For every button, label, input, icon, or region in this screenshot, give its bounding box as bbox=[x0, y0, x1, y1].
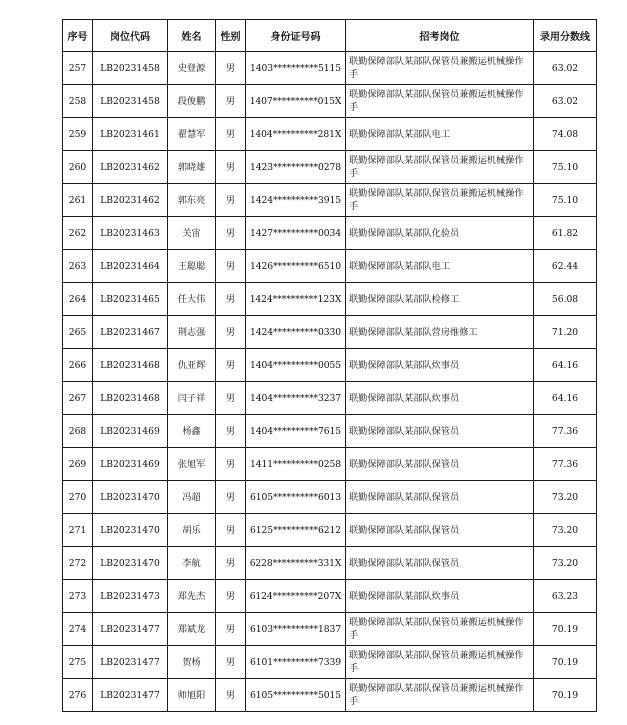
name-cell: 郑斌龙 bbox=[168, 613, 216, 646]
col-header-code: 岗位代码 bbox=[93, 20, 168, 52]
table-row bbox=[63, 151, 597, 184]
position-code-cell: LB20231458 bbox=[93, 52, 168, 85]
post-cell: 联勤保障部队某部队保管员兼搬运机械操作手 bbox=[346, 151, 534, 184]
name-cell: 翟慧军 bbox=[168, 118, 216, 151]
post-cell: 联勤保障部队某部队化验员 bbox=[346, 217, 534, 250]
sex-cell: 男 bbox=[216, 382, 246, 415]
position-code-cell: LB20231465 bbox=[93, 283, 168, 316]
id-number-cell: 1427**********0034 bbox=[246, 217, 346, 250]
table-body bbox=[63, 52, 597, 712]
post-cell: 联勤保障部队某部队炊事员 bbox=[346, 580, 534, 613]
position-code-cell: LB20231477 bbox=[93, 679, 168, 712]
name-cell: 冯超 bbox=[168, 481, 216, 514]
results-table bbox=[62, 19, 597, 712]
id-number-cell: 1423**********0278 bbox=[246, 151, 346, 184]
post-cell: 联勤保障部队某部队保管员 bbox=[346, 481, 534, 514]
score-cell: 62.44 bbox=[534, 250, 597, 283]
table-row bbox=[63, 613, 597, 646]
seq-cell: 267 bbox=[63, 382, 93, 415]
col-header-post: 招考岗位 bbox=[346, 20, 534, 52]
seq-cell: 270 bbox=[63, 481, 93, 514]
name-cell: 李航 bbox=[168, 547, 216, 580]
sex-cell: 男 bbox=[216, 547, 246, 580]
name-cell: 张旭军 bbox=[168, 448, 216, 481]
post-cell: 联勤保障部队某部队保管员兼搬运机械操作手 bbox=[346, 679, 534, 712]
col-header-name: 姓名 bbox=[168, 20, 216, 52]
post-cell: 联勤保障部队某部队保管员兼搬运机械操作手 bbox=[346, 184, 534, 217]
table-row bbox=[63, 349, 597, 382]
name-cell: 胡乐 bbox=[168, 514, 216, 547]
name-cell: 荆志强 bbox=[168, 316, 216, 349]
name-cell: 郑先杰 bbox=[168, 580, 216, 613]
table-row bbox=[63, 415, 597, 448]
sex-cell: 男 bbox=[216, 613, 246, 646]
sex-cell: 男 bbox=[216, 250, 246, 283]
id-number-cell: 1404**********7615 bbox=[246, 415, 346, 448]
score-cell: 64.16 bbox=[534, 349, 597, 382]
sex-cell: 男 bbox=[216, 448, 246, 481]
sex-cell: 男 bbox=[216, 349, 246, 382]
seq-cell: 275 bbox=[63, 646, 93, 679]
table-row bbox=[63, 514, 597, 547]
id-number-cell: 1426**********6510 bbox=[246, 250, 346, 283]
seq-cell: 265 bbox=[63, 316, 93, 349]
table-row bbox=[63, 184, 597, 217]
score-cell: 70.19 bbox=[534, 646, 597, 679]
score-cell: 74.08 bbox=[534, 118, 597, 151]
score-cell: 73.20 bbox=[534, 481, 597, 514]
position-code-cell: LB20231477 bbox=[93, 613, 168, 646]
score-cell: 71.20 bbox=[534, 316, 597, 349]
score-cell: 64.16 bbox=[534, 382, 597, 415]
position-code-cell: LB20231468 bbox=[93, 349, 168, 382]
col-header-id: 身份证号码 bbox=[246, 20, 346, 52]
id-number-cell: 6103**********1837 bbox=[246, 613, 346, 646]
seq-cell: 259 bbox=[63, 118, 93, 151]
id-number-cell: 1424**********0330 bbox=[246, 316, 346, 349]
table-row bbox=[63, 679, 597, 712]
position-code-cell: LB20231463 bbox=[93, 217, 168, 250]
position-code-cell: LB20231470 bbox=[93, 514, 168, 547]
sex-cell: 男 bbox=[216, 283, 246, 316]
id-number-cell: 1404**********0055 bbox=[246, 349, 346, 382]
score-cell: 73.20 bbox=[534, 547, 597, 580]
post-cell: 联勤保障部队某部队检修工 bbox=[346, 283, 534, 316]
sex-cell: 男 bbox=[216, 184, 246, 217]
table-row bbox=[63, 547, 597, 580]
name-cell: 史登源 bbox=[168, 52, 216, 85]
table-row bbox=[63, 382, 597, 415]
seq-cell: 266 bbox=[63, 349, 93, 382]
post-cell: 联勤保障部队某部队保管员 bbox=[346, 514, 534, 547]
position-code-cell: LB20231469 bbox=[93, 415, 168, 448]
name-cell: 闫子祥 bbox=[168, 382, 216, 415]
id-number-cell: 6124**********207X bbox=[246, 580, 346, 613]
post-cell: 联勤保障部队某部队营房维修工 bbox=[346, 316, 534, 349]
score-cell: 63.02 bbox=[534, 85, 597, 118]
position-code-cell: LB20231462 bbox=[93, 151, 168, 184]
id-number-cell: 6105**********6013 bbox=[246, 481, 346, 514]
id-number-cell: 1404**********3237 bbox=[246, 382, 346, 415]
seq-cell: 262 bbox=[63, 217, 93, 250]
seq-cell: 268 bbox=[63, 415, 93, 448]
sex-cell: 男 bbox=[216, 118, 246, 151]
seq-cell: 264 bbox=[63, 283, 93, 316]
col-header-score: 录用分数线 bbox=[534, 20, 597, 52]
seq-cell: 271 bbox=[63, 514, 93, 547]
id-number-cell: 6105**********5015 bbox=[246, 679, 346, 712]
sex-cell: 男 bbox=[216, 85, 246, 118]
sex-cell: 男 bbox=[216, 151, 246, 184]
position-code-cell: LB20231462 bbox=[93, 184, 168, 217]
name-cell: 仇亚辉 bbox=[168, 349, 216, 382]
score-cell: 56.08 bbox=[534, 283, 597, 316]
position-code-cell: LB20231477 bbox=[93, 646, 168, 679]
position-code-cell: LB20231469 bbox=[93, 448, 168, 481]
sex-cell: 男 bbox=[216, 646, 246, 679]
sex-cell: 男 bbox=[216, 514, 246, 547]
position-code-cell: LB20231470 bbox=[93, 481, 168, 514]
score-cell: 63.02 bbox=[534, 52, 597, 85]
name-cell: 任大伟 bbox=[168, 283, 216, 316]
col-header-sex: 性别 bbox=[216, 20, 246, 52]
seq-cell: 257 bbox=[63, 52, 93, 85]
post-cell: 联勤保障部队某部队炊事员 bbox=[346, 349, 534, 382]
table-row bbox=[63, 481, 597, 514]
position-code-cell: LB20231458 bbox=[93, 85, 168, 118]
post-cell: 联勤保障部队某部队保管员兼搬运机械操作手 bbox=[346, 52, 534, 85]
table-row bbox=[63, 85, 597, 118]
post-cell: 联勤保障部队某部队保管员 bbox=[346, 547, 534, 580]
score-cell: 77.36 bbox=[534, 448, 597, 481]
table-row bbox=[63, 448, 597, 481]
name-cell: 杨鑫 bbox=[168, 415, 216, 448]
seq-cell: 261 bbox=[63, 184, 93, 217]
id-number-cell: 1424**********3915 bbox=[246, 184, 346, 217]
sex-cell: 男 bbox=[216, 52, 246, 85]
score-cell: 70.19 bbox=[534, 613, 597, 646]
score-cell: 70.19 bbox=[534, 679, 597, 712]
seq-cell: 276 bbox=[63, 679, 93, 712]
post-cell: 联勤保障部队某部队保管员兼搬运机械操作手 bbox=[346, 646, 534, 679]
score-cell: 75.10 bbox=[534, 184, 597, 217]
seq-cell: 274 bbox=[63, 613, 93, 646]
seq-cell: 273 bbox=[63, 580, 93, 613]
table-row bbox=[63, 250, 597, 283]
score-cell: 63.23 bbox=[534, 580, 597, 613]
score-cell: 75.10 bbox=[534, 151, 597, 184]
name-cell: 郭东亮 bbox=[168, 184, 216, 217]
sex-cell: 男 bbox=[216, 415, 246, 448]
table-row bbox=[63, 646, 597, 679]
score-cell: 73.20 bbox=[534, 514, 597, 547]
name-cell: 关宙 bbox=[168, 217, 216, 250]
table-row bbox=[63, 52, 597, 85]
score-cell: 61.82 bbox=[534, 217, 597, 250]
id-number-cell: 1403**********5115 bbox=[246, 52, 346, 85]
id-number-cell: 1411**********0258 bbox=[246, 448, 346, 481]
id-number-cell: 6125**********6212 bbox=[246, 514, 346, 547]
sex-cell: 男 bbox=[216, 217, 246, 250]
post-cell: 联勤保障部队某部队电工 bbox=[346, 118, 534, 151]
seq-cell: 269 bbox=[63, 448, 93, 481]
table-row bbox=[63, 580, 597, 613]
name-cell: 贺杨 bbox=[168, 646, 216, 679]
sex-cell: 男 bbox=[216, 316, 246, 349]
header-row bbox=[63, 20, 597, 52]
sex-cell: 男 bbox=[216, 679, 246, 712]
table-row bbox=[63, 316, 597, 349]
position-code-cell: LB20231473 bbox=[93, 580, 168, 613]
sex-cell: 男 bbox=[216, 481, 246, 514]
post-cell: 联勤保障部队某部队炊事员 bbox=[346, 382, 534, 415]
seq-cell: 272 bbox=[63, 547, 93, 580]
id-number-cell: 1424**********123X bbox=[246, 283, 346, 316]
id-number-cell: 6228**********331X bbox=[246, 547, 346, 580]
table-row bbox=[63, 217, 597, 250]
post-cell: 联勤保障部队某部队保管员兼搬运机械操作手 bbox=[346, 85, 534, 118]
id-number-cell: 6101**********7339 bbox=[246, 646, 346, 679]
name-cell: 师旭阳 bbox=[168, 679, 216, 712]
name-cell: 段俊鹏 bbox=[168, 85, 216, 118]
seq-cell: 258 bbox=[63, 85, 93, 118]
score-cell: 77.36 bbox=[534, 415, 597, 448]
id-number-cell: 1404**********281X bbox=[246, 118, 346, 151]
table-row bbox=[63, 283, 597, 316]
post-cell: 联勤保障部队某部队保管员 bbox=[346, 448, 534, 481]
name-cell: 王聪聪 bbox=[168, 250, 216, 283]
post-cell: 联勤保障部队某部队保管员兼搬运机械操作手 bbox=[346, 613, 534, 646]
sex-cell: 男 bbox=[216, 580, 246, 613]
table-row bbox=[63, 118, 597, 151]
position-code-cell: LB20231461 bbox=[93, 118, 168, 151]
name-cell: 郭晓雄 bbox=[168, 151, 216, 184]
position-code-cell: LB20231467 bbox=[93, 316, 168, 349]
seq-cell: 260 bbox=[63, 151, 93, 184]
position-code-cell: LB20231464 bbox=[93, 250, 168, 283]
post-cell: 联勤保障部队某部队电工 bbox=[346, 250, 534, 283]
position-code-cell: LB20231468 bbox=[93, 382, 168, 415]
seq-cell: 263 bbox=[63, 250, 93, 283]
position-code-cell: LB20231470 bbox=[93, 547, 168, 580]
id-number-cell: 1407**********015X bbox=[246, 85, 346, 118]
post-cell: 联勤保障部队某部队保管员 bbox=[346, 415, 534, 448]
col-header-seq: 序号 bbox=[63, 20, 93, 52]
